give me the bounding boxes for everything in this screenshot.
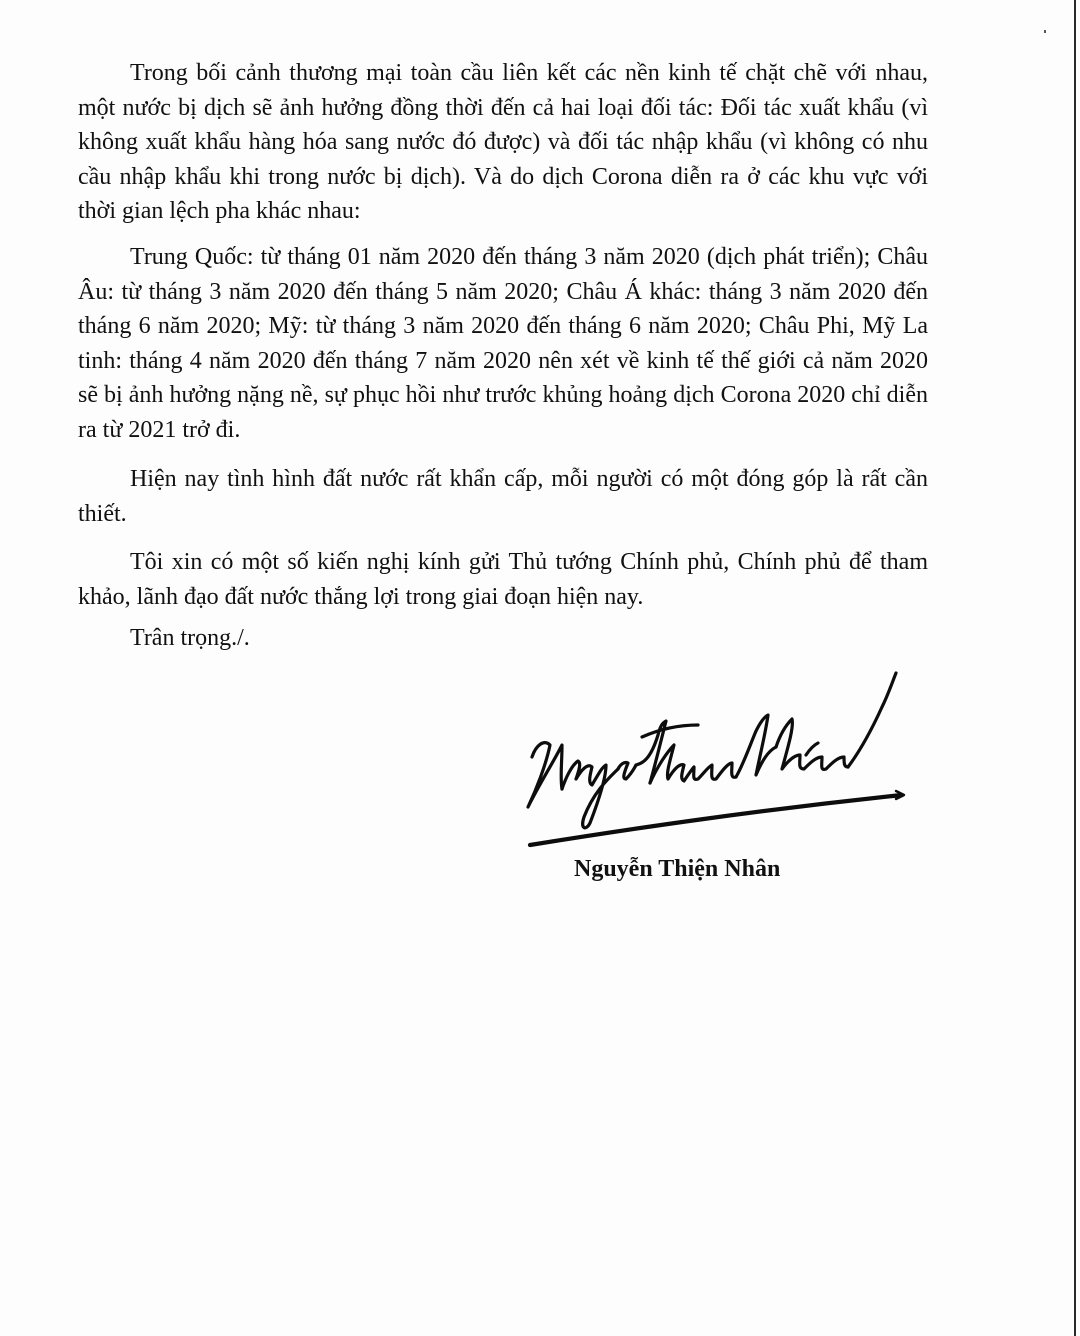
paragraph-regional-timeline	[78, 240, 928, 447]
closing-text: Trân trọng./.	[130, 625, 250, 651]
paragraph-text: Hiện nay tình hình đất nước rất khẩn cấp, mỗi người có một đóng góp là rất cần thiết.	[78, 466, 928, 527]
signer-name: Nguyễn Thiện Nhân	[574, 856, 781, 882]
scan-speck	[1044, 30, 1046, 33]
signature-graphic	[510, 665, 920, 860]
handwritten-signature	[510, 665, 920, 860]
paragraph-trade-context	[78, 56, 928, 229]
closing-line	[78, 621, 928, 656]
scan-edge	[1074, 0, 1076, 1336]
paragraph-urgency	[78, 462, 928, 531]
paragraph-text: Trung Quốc: từ tháng 01 năm 2020 đến tháng 3 năm 2020 (dịch phát triển); Châu Âu: từ tháng 3 năm 2020 đến tháng 5 năm 2020; Châu Á khác: tháng 3 năm 2020 đến tháng 6 năm 2020; Mỹ: từ tháng 3 năm 2020 đến tháng 6 năm 2020; Châu Phi, Mỹ La tinh: tháng 4 năm 2020 đến tháng 7 năm 2020 nên xét về kinh tế thế giới cả năm 2020 sẽ bị ảnh hưởng nặng nề, sự phục hồi như trước khủng hoảng dịch Corona 2020 chỉ diễn ra từ 2021 trở đi.	[78, 244, 928, 443]
paragraph-text: Trong bối cảnh thương mại toàn cầu liên kết các nền kinh tế chặt chẽ với nhau, một nước bị dịch sẽ ảnh hưởng đồng thời đến cả hai loại đối tác: Đối tác xuất khẩu (vì không xuất khẩu hàng hóa sang nước đó được) và đối tác nhập khẩu (vì không có nhu cầu nhập khẩu khi trong nước bị dịch). Và do dịch Corona diễn ra ở các khu vực với thời gian lệch pha khác nhau:	[78, 60, 928, 224]
paragraph-recommendation	[78, 545, 928, 614]
paragraph-text: Tôi xin có một số kiến nghị kính gửi Thủ tướng Chính phủ, Chính phủ để tham khảo, lãnh đạo đất nước thắng lợi trong giai đoạn hiện nay.	[78, 549, 928, 610]
